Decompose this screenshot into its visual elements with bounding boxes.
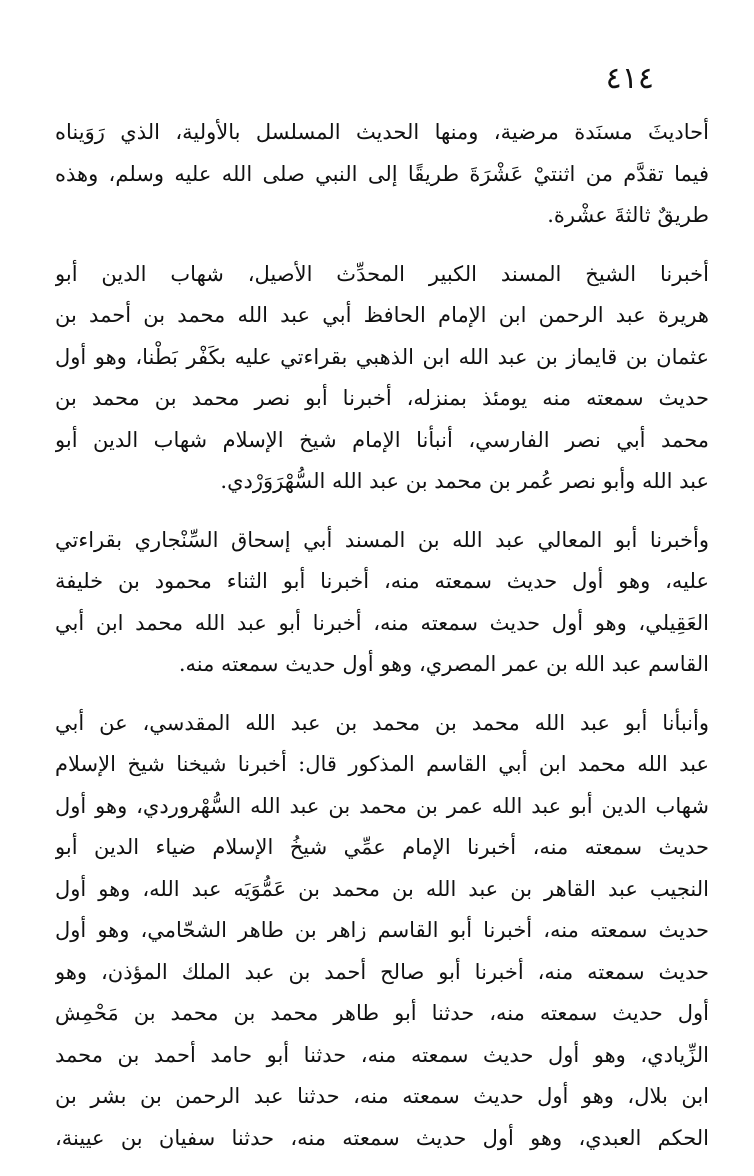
text-line: ابن بلال، وهو أول حديث سمعته منه، حدثنا عبد الرحمن بن بشر بن	[55, 1084, 709, 1108]
text-line: فيما تقدَّم من اثنتيْ عَشْرَةَ طريقًا إلى النبي صلى الله عليه وسلم، وهذه	[55, 161, 709, 186]
page-number: ٤١٤	[605, 61, 654, 96]
text-line: هريرة عبد الرحمن ابن الإمام الحافظ أبي عبد الله محمد بن أحمد بن	[55, 303, 709, 327]
text-line: الزِّيادي، وهو أول حديث سمعته منه، حدثنا أبو حامد أحمد بن محمد	[55, 1042, 709, 1067]
text-line: النجيب عبد القاهر بن عبد الله بن محمد بن عَمُّوَيَه عبد الله، وهو أول	[55, 876, 709, 901]
text-line: أول حديث سمعته منه، حدثنا أبو طاهر محمد بن محمد بن مَحْمِش	[55, 1001, 709, 1025]
text-line: وأنبأنا أبو عبد الله محمد بن محمد بن عبد الله المقدسي، عن أبي	[55, 710, 709, 735]
body-text	[55, 112, 709, 1176]
text-line: عبد الله محمد ابن أبي القاسم المذكور قال: أخبرنا شيخنا شيخ الإسلام	[55, 752, 709, 776]
text-line: القاسم عبد الله بن عمر المصري، وهو أول حديث سمعته منه.	[178, 652, 709, 676]
text-line: العَقِيلي، وهو أول حديث سمعته منه، أخبرنا أبو عبد الله محمد ابن أبي	[55, 610, 709, 635]
text-line: حديث سمعته منه، أخبرنا أبو صالح أحمد بن عبد الملك المؤذن، وهو	[55, 959, 709, 984]
paragraph-2	[55, 254, 709, 503]
text-line: عبد الله وأبو نصر عُمر بن محمد بن عبد الله السُّهْرَوَرْدي.	[220, 469, 709, 493]
text-line: أخبرنا الشيخ المسند الكبير المحدِّث الأصيل، شهاب الدين أبو	[55, 261, 709, 286]
text-line: حديث سمعته منه يومئذ بمنزله، أخبرنا أبو نصر محمد بن محمد بن	[55, 386, 709, 410]
paragraph-1	[55, 112, 709, 237]
text-line: أحاديثَ مسنَدة مرضية، ومنها الحديث المسلسل بالأولية، الذي رَوَيناه	[55, 120, 709, 144]
text-line: محمد أبي نصر الفارسي، أنبأنا الإمام شيخ الإسلام شهاب الدين أبو	[55, 427, 709, 452]
text-line: شهاب الدين أبو عبد الله عمر بن محمد بن عبد الله السُّهْروردي، وهو أول	[55, 793, 709, 818]
text-line: عثمان بن قايماز بن عبد الله ابن الذهبي بقراءتي عليه بكَفْر بَطْنا، وهو أول	[55, 344, 709, 369]
paragraph-4	[55, 703, 709, 1160]
text-line: حديث سمعته منه، أخبرنا أبو القاسم زاهر بن طاهر الشحّامي، وهو أول	[55, 918, 709, 942]
text-line: الحكم العبدي، وهو أول حديث سمعته منه، حدثنا سفيان بن عيينة،	[55, 1125, 709, 1150]
text-line: عليه، وهو أول حديث سمعته منه، أخبرنا أبو الثناء محمود بن خليفة	[55, 569, 709, 593]
paragraph-3	[55, 520, 709, 686]
text-line: طريقٌ ثالثةَ عشْرة.	[547, 203, 709, 227]
text-line: وأخبرنا أبو المعالي عبد الله بن المسند أبي إسحاق السِّنْجاري بقراءتي	[55, 527, 709, 552]
text-line: حديث سمعته منه، أخبرنا الإمام عمِّي شيخُ الإسلام ضياء الدين أبو	[55, 835, 709, 859]
